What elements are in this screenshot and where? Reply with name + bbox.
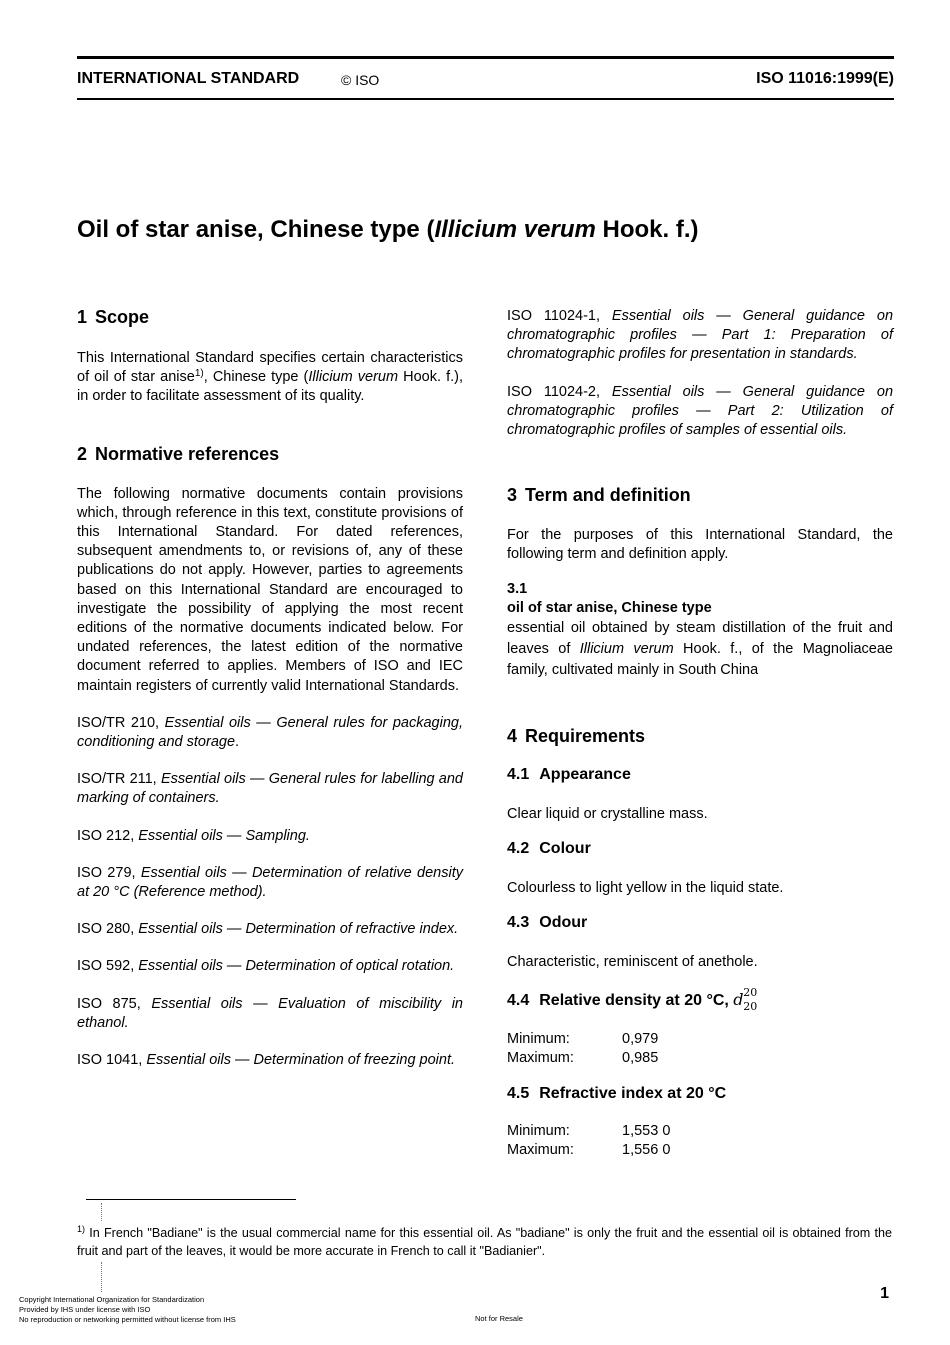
reference-item: ISO 1041, Essential oils — Determination of freezing point. bbox=[77, 1052, 456, 1069]
header-copyright: © ISO bbox=[341, 72, 380, 88]
normative-intro: The following normative documents contain provisions which, through reference in this text, constitute provisions of this International Standard. For dated references, subsequent amendments to, or revisions of, any of these publications do not apply. However, parties to agreements based on this International Standard are encouraged to investigate the possibility of applying the most recent editions of the normative documents indicated below. For undated references, the latest edition of the normative document referred to applies. Members of ISO and IEC maintain registers of currently valid International Standards. bbox=[77, 485, 463, 694]
refractive-min: 1,553 0 bbox=[622, 1122, 671, 1139]
header-rule-top bbox=[77, 56, 894, 59]
resale-notice: Not for Resale bbox=[475, 1314, 523, 1323]
scope-paragraph: This International Standard specifies certain characteristics of oil of star anise$^{1)}$, Chinese type (Illicium verum Hook. f.), in order to facilitate assessment of its quality. bbox=[77, 350, 463, 405]
reference-item: ISO 212, Essential oils — Sampling. bbox=[77, 827, 310, 844]
term-entry-name: oil of star anise, Chinese type bbox=[507, 599, 712, 616]
density-values: Minimum: 0,979 Maximum: 0,985 bbox=[507, 1030, 659, 1066]
refractive-heading: 4.5 Refractive index at 20 °C bbox=[507, 1084, 727, 1102]
appearance-text: Clear liquid or crystalline mass. bbox=[507, 806, 708, 823]
odour-text: Characteristic, reminiscent of anethole. bbox=[507, 954, 758, 971]
odour-heading: 4.3 Odour bbox=[507, 914, 588, 932]
term-intro: For the purposes of this International Standard, the following term and definition apply. bbox=[507, 527, 893, 563]
colour-text: Colourless to light yellow in the liquid state. bbox=[507, 880, 784, 897]
footnote: $^{1)}$ In French "Badiane" is the usual commercial name for this essential oil. As "badiane" is only the fruit and the essential oil is obtained from the fruit and part of the leaves, it would be more accurate in French to call it "Badianier". bbox=[77, 1224, 892, 1258]
reference-item: ISO 280, Essential oils — Determination of refractive index. bbox=[77, 921, 459, 938]
footnote-separator bbox=[86, 1199, 296, 1200]
section-requirements-heading: 4 Requirements bbox=[507, 726, 646, 747]
density-min: 0,979 bbox=[622, 1030, 659, 1047]
term-definition: essential oil obtained by steam distillation of the fruit and leaves of Illicium verum Hook. f., of the Magnoliaceae family, cultivated mainly in South China bbox=[507, 620, 893, 679]
margin-dots bbox=[101, 1262, 104, 1292]
reference-item: ISO/TR 211, Essential oils — General rules for labelling and marking of containers. bbox=[77, 771, 463, 807]
reference-item: ISO/TR 210, Essential oils — General rules for packaging, conditioning and storage. bbox=[77, 714, 463, 751]
reference-item: ISO 11024-1, Essential oils — General guidance on chromatographic profiles — Part 1: Preparation of chromatographic profiles for presentation in standards. bbox=[507, 308, 894, 363]
term-entry-number: 3.1 bbox=[507, 580, 528, 597]
density-heading: 4.4 Relative density at 20 °C, d 20 20 bbox=[507, 985, 758, 1013]
footnote-reference[interactable]: 1) bbox=[194, 368, 204, 380]
density-max: 0,985 bbox=[622, 1049, 659, 1066]
reference-item: ISO 875, Essential oils — Evaluation of miscibility in ethanol. bbox=[77, 995, 463, 1031]
refractive-max: 1,556 0 bbox=[622, 1141, 671, 1158]
appearance-heading: 4.1 Appearance bbox=[507, 766, 631, 784]
header-rule-bottom bbox=[77, 98, 894, 100]
reference-item: ISO 279, Essential oils — Determination of relative density at 20 °C (Reference method). bbox=[77, 864, 463, 901]
right-column bbox=[507, 307, 893, 1160]
reference-item: ISO 11024-2, Essential oils — General guidance on chromatographic profiles — Part 2: Utilization of chromatographic profiles of samples of essential oils. bbox=[507, 383, 894, 439]
header-standard-label: INTERNATIONAL STANDARD bbox=[77, 70, 300, 87]
page-number: 1 bbox=[880, 1285, 889, 1302]
section-scope-heading: 1 Scope bbox=[77, 307, 150, 327]
section-term-heading: 3 Term and definition bbox=[507, 485, 691, 506]
section-normative-heading: 2 Normative references bbox=[77, 443, 280, 464]
page-title: Oil of star anise, Chinese type (Illicium verum Hook. f.) bbox=[77, 216, 699, 243]
copyright-notice: Copyright International Organization for Standardization Provided by IHS under license with ISO No reproduction or networking permitted without license from IHS bbox=[19, 1295, 236, 1324]
left-column bbox=[77, 305, 463, 1070]
colour-heading: 4.2 Colour bbox=[507, 840, 591, 858]
density-symbol: d 20 20 bbox=[733, 985, 758, 1013]
reference-item: ISO 592, Essential oils — Determination of optical rotation. bbox=[77, 958, 455, 975]
header-document-number: ISO 11016:1999(E) bbox=[756, 70, 894, 87]
margin-dots bbox=[101, 1203, 104, 1221]
refractive-values: Minimum: 1,553 0 Maximum: 1,556 0 bbox=[507, 1122, 671, 1158]
